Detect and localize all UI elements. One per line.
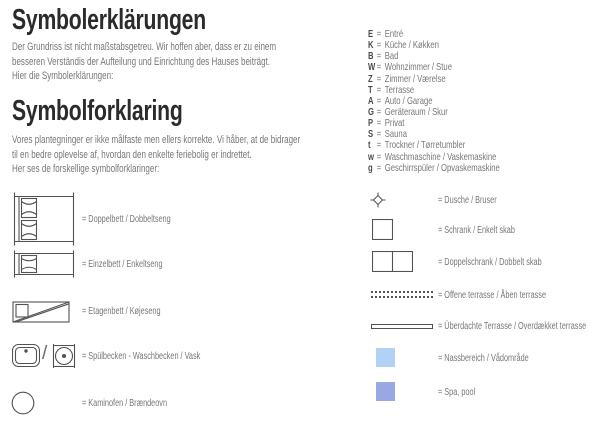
room-code-label: Küche / Køkken (384, 39, 439, 52)
room-code-row (368, 28, 500, 39)
wood-stove-icon (11, 391, 35, 415)
legend-label-wet-area: = Nassbereich / Vådområde (438, 353, 529, 364)
room-code-label: Sauna (384, 128, 407, 141)
legend-label-shower: = Dusche / Bruser (438, 195, 497, 206)
legend-label-bunk-bed: = Etagenbett / Køjeseng (82, 306, 161, 317)
equals-sign: = (376, 39, 382, 52)
equals-sign: = (376, 50, 382, 63)
legend-label-wood-stove: = Kaminofen / Brændeovn (82, 398, 168, 409)
room-code-row (368, 84, 500, 95)
equals-sign: = (376, 117, 382, 130)
intro-de-line: besseren Verständis der Aufteilung und Einrichtung des Hauses beiträgt. (12, 55, 271, 68)
bunk-bed-icon (12, 300, 70, 323)
room-code-label: Terrasse (384, 83, 415, 96)
room-code-row (368, 117, 500, 128)
room-code-row (368, 106, 500, 117)
equals-sign: = (376, 105, 382, 118)
room-code-letter: g (368, 161, 373, 174)
room-code-row (368, 39, 500, 50)
room-code-label: Bad (384, 50, 399, 63)
room-code-list (368, 28, 549, 173)
room-code-letter: t (368, 139, 371, 152)
room-code-letter: K (368, 39, 374, 52)
room-code-letter: w (368, 150, 374, 163)
slash-separator: / (42, 343, 48, 364)
legend-label-covered-terrace: = Überdachte Terrasse / Overdækket terrasse (438, 321, 587, 332)
double-cabinet-icon (372, 251, 413, 272)
room-code-label: Entré (384, 28, 404, 40)
legend-label-sink: = Spülbecken - Waschbecken / Vask (82, 351, 201, 362)
room-code-row (368, 95, 500, 106)
room-code-row (368, 162, 500, 173)
equals-sign: = (376, 128, 382, 141)
equals-sign: = (376, 83, 382, 96)
room-code-letter: B (368, 50, 374, 63)
room-code-row (368, 128, 500, 139)
equals-sign: = (376, 150, 382, 163)
room-code-label: Auto / Garage (384, 94, 433, 107)
room-code-label: Geräteraum / Skur (384, 105, 448, 118)
intro-da-line: Vores plantegninger er ikke målfaste men ellers korrekte. Vi håber, at de bidrager (12, 134, 301, 146)
room-code-row (368, 50, 500, 61)
room-code-row (368, 73, 500, 84)
room-code-row (368, 61, 500, 72)
equals-sign: = (376, 94, 382, 107)
legend-label-single-bed: = Einzelbett / Enkeltseng (82, 259, 163, 270)
equals-sign: = (376, 61, 382, 74)
room-code-label: Geschirrspüler / Opvaskemaskine (384, 161, 500, 174)
equals-sign: = (376, 72, 382, 85)
page-title-german: Symbolerklärungen (12, 4, 206, 36)
sink-round-icon (52, 344, 76, 368)
intro-paragraph-german (12, 40, 374, 84)
room-code-letter: T (368, 83, 373, 96)
wet-area-swatch (376, 348, 395, 367)
room-code-label: Zimmer / Værelse (384, 72, 446, 85)
legend-label-double-bed: = Doppelbett / Dobbeltseng (82, 214, 171, 225)
room-code-label: Wohnzimmer / Stue (384, 61, 452, 74)
intro-de-line: Der Grundriss ist nicht maßstabsgetreu. Wir hoffen aber, dass er zu einem (12, 41, 277, 53)
intro-da-line: Her ses de forskellige symbolforklaringer: (12, 163, 160, 176)
room-code-letter: A (368, 94, 374, 107)
room-code-label: Waschmaschine / Vaskemaskine (384, 150, 497, 163)
room-code-letter: E (368, 28, 374, 40)
intro-de-line: Hier die Symbolerklärungen: (12, 70, 114, 83)
sink-rect-icon (12, 344, 40, 368)
room-code-label: Trockner / Tørretumbler (384, 139, 466, 152)
legend-label-single-cabinet: = Schrank / Enkelt skab (438, 225, 515, 236)
page-title-danish: Symbolforklaring (12, 95, 183, 127)
room-code-label: Privat (384, 117, 405, 130)
double-bed-icon (12, 192, 76, 246)
intro-da-line: til en bedre oplevelse af, hvordan den enkelte feriebolig er indrettet. (12, 148, 252, 161)
covered-terrace-icon (371, 324, 433, 329)
single-cabinet-icon (372, 219, 393, 240)
open-terrace-icon (371, 291, 433, 298)
room-code-row (368, 139, 500, 150)
room-code-row (368, 151, 500, 162)
spa-pool-swatch (376, 382, 395, 401)
equals-sign: = (376, 139, 382, 152)
single-bed-icon (12, 250, 76, 278)
room-code-letter: Z (368, 72, 373, 85)
room-code-letter: G (368, 105, 374, 118)
legend-label-double-cabinet: = Doppelschrank / Dobbelt skab (438, 257, 542, 268)
equals-sign: = (376, 28, 382, 40)
legend-label-spa-pool: = Spa, pool (438, 387, 476, 398)
legend-label-open-terrace: = Offene terrasse / Åben terrasse (438, 290, 547, 301)
room-code-letter: W (368, 61, 376, 74)
equals-sign: = (376, 161, 382, 174)
shower-icon (370, 192, 386, 208)
intro-paragraph-danish (12, 133, 407, 177)
room-code-letter: P (368, 117, 374, 130)
room-code-letter: S (368, 128, 374, 141)
